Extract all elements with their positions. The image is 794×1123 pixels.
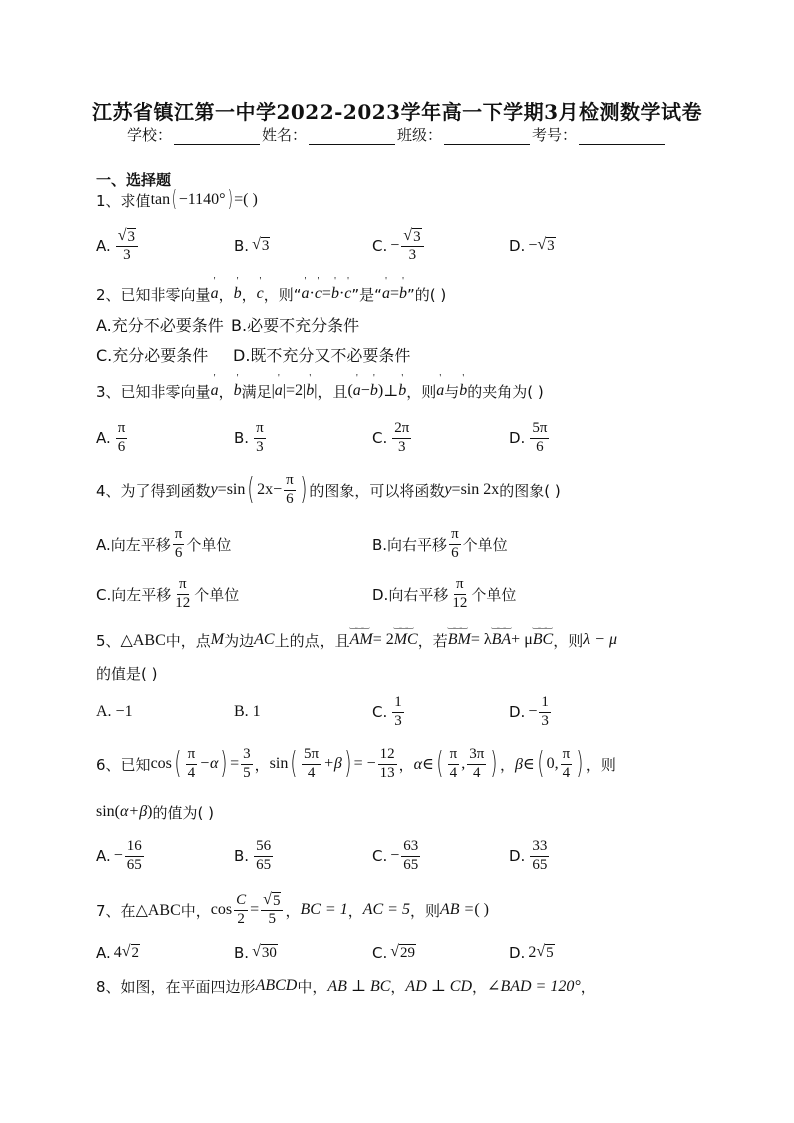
question-4-options-row1 [96,524,696,564]
option-d[interactable]: D.向右平移 $\frac{\pi}{12}$ 个单位 [372,576,517,611]
option-c[interactable]: C. − $\frac{63}{65}$ [372,838,419,873]
name-field[interactable]: 姓名： [262,124,397,145]
option-d[interactable]: D. $\frac{5\pi}{6}$ [509,420,548,455]
option-a[interactable]: A. √ 3 3 [96,226,140,266]
option-b[interactable]: B. √ 30 [234,943,277,962]
question-2-option-d[interactable]: D.既不充分又不必要条件 [233,345,411,365]
question-1-options [96,226,696,266]
question-3-options [96,418,696,458]
option-a[interactable]: A. −1 [96,703,133,720]
option-d[interactable]: D. 2 √ 5 [509,943,554,962]
option-a[interactable]: A. $\frac{\pi}{6}$ [96,420,126,455]
question-2: 2、 已知非零向量 ' a ， ' b ， ' c ，则“ ' a · ' c = ' b · ' c ”是“ ' a = ' b ”的( ) [96,282,698,306]
option-b[interactable]: B. 1 [234,703,261,720]
exam-number-field[interactable]: 考号： [532,124,667,145]
question-4: 4、 为了得到函数 y = sin ( 2x− $\frac{\pi}{6}$ ) 的图象，可以将函数 y = sin 2x 的图象( ) [96,472,561,507]
question-3: 3、 已知非零向量 ' a ， ' b 满足 | ' a | = 2 | ' b | ，且 ( ' a − ' b ) ⊥ ' b ，则 ' a 与 ' b 的夹角为( ) [96,378,698,404]
question-5: 5、 △ABC 中，点 M 为边 AC 上的点，且 ‿‿‿ AM = 2 ‿‿‿ MC ，若 ‿‿‿ BM = λ ‿‿‿ BA + μ ‿‿‿ BC ，则 λ − μ [96,628,698,652]
page-title: 江苏省镇江第一中学2022-2023学年高一下学期3月检测数学试卷 [91,100,703,124]
option-b[interactable]: B. $\frac{\pi}{3}$ [234,420,264,455]
option-b[interactable]: B. √ 3 [234,236,270,255]
option-b[interactable]: B. $\frac{56}{65}$ [234,838,272,873]
question-7-options [96,936,696,970]
question-2-option-c[interactable]: C.充分必要条件 [96,345,209,365]
class-field[interactable]: 班级： [397,124,532,145]
option-c[interactable]: C. $\frac{1}{3}$ [372,694,402,729]
option-c[interactable]: C.向左平移 $\frac{\pi}{12}$ 个单位 [96,576,240,611]
option-c[interactable]: C. √ 29 [372,943,416,962]
question-5-line-2: 的值是( ) [96,664,158,683]
school-field[interactable]: 学校： [127,124,262,145]
option-b[interactable]: B.向右平移 $\frac{\pi}{6}$ 个单位 [372,526,508,561]
question-5-options [96,692,696,732]
student-info-row [127,124,667,145]
option-d[interactable]: D. $\frac{33}{65}$ [509,838,548,873]
question-7: 7、 在 △ABC 中， cos $\frac{C}{2}$ = √ 5 5 ， BC = 1 ， AC = 5 ，则 AB = ( ) [96,891,489,927]
question-6-options [96,836,696,876]
question-8: 8、 如图，在平面四边形 ABCD 中， AB ⊥ BC ， AD ⊥ CD ， ∠BAD = 120° ， [96,977,596,996]
question-2-option-a[interactable]: A.充分不必要条件 [96,315,224,335]
question-2-option-b[interactable]: B.必要不充分条件 [231,315,360,335]
option-d[interactable]: D. − $\frac{1}{3}$ [509,694,549,729]
option-a[interactable]: A. 4 √ 2 [96,943,140,962]
option-c[interactable]: C. − √ 3 3 [372,226,426,266]
section-heading: 一、选择题 [96,171,172,189]
option-a[interactable]: A.向左平移 $\frac{\pi}{6}$ 个单位 [96,526,232,561]
question-6-line-2: sin ( α+β ) 的值为( ) [96,803,214,822]
question-6: 6、 已知 cos ( $\frac{\pi}{4}$ −α ) = $\frac{3}{5}$ ， sin ( $\frac{5\pi}{4}$ +β ) = − $\frac{12}{13}$ ， α∈ ( $\frac{\pi}{4}$ , $\frac{3\pi}{4}$ ) ， β∈ ( 0, $\frac{\pi}{4}$ ) ，则 [96,746,616,781]
question-1: 1、 求值 tan ( −1140° ) =( ) [96,187,258,212]
question-4-options-row2 [96,574,696,614]
option-a[interactable]: A. − $\frac{16}{65}$ [96,838,142,873]
option-d[interactable]: D. − √ 3 [509,236,555,255]
option-c[interactable]: C. $\frac{2\pi}{3}$ [372,420,410,455]
